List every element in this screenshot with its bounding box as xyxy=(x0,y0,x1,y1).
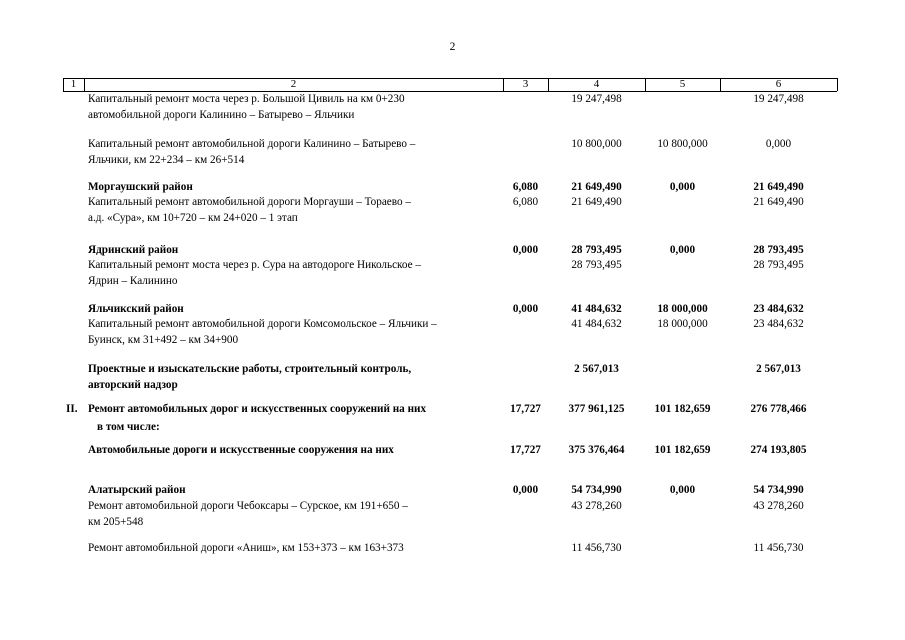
cell-col-5: 0,000 xyxy=(669,484,696,496)
cell-col-4: 2 567,013 xyxy=(574,363,619,375)
column-divider xyxy=(837,78,838,91)
row-description: Ремонт автомобильных дорог и искусственных сооружений на них xyxy=(88,403,427,415)
row-description: Капитальный ремонт моста через р. Большой Цивиль на км 0+230 xyxy=(88,93,405,105)
cell-col-6: 43 278,260 xyxy=(753,500,804,512)
cell-col-5: 18 000,000 xyxy=(657,318,708,330)
cell-col-3: 6,080 xyxy=(512,196,539,208)
cell-col-3: 17,727 xyxy=(510,444,541,456)
cell-col-6: 28 793,495 xyxy=(753,259,804,271)
cell-col-5: 10 800,000 xyxy=(657,138,708,150)
cell-col-5: 101 182,659 xyxy=(654,444,711,456)
cell-col-4: 377 961,125 xyxy=(568,403,625,415)
row-description-continued: авторский надзор xyxy=(88,379,178,391)
row-description-continued: Ядрин – Калинино xyxy=(88,275,178,287)
cell-col-3: 6,080 xyxy=(512,181,539,193)
column-header-1: 1 xyxy=(70,78,77,90)
row-description: Капитальный ремонт моста через р. Сура на автодороге Никольское – xyxy=(88,259,421,271)
cell-col-5: 101 182,659 xyxy=(654,403,711,415)
column-header-2: 2 xyxy=(290,78,297,90)
cell-col-6: 11 456,730 xyxy=(753,542,804,554)
row-description: Алатырский район xyxy=(88,484,186,496)
row-number: II. xyxy=(66,403,78,415)
cell-col-6: 28 793,495 xyxy=(753,244,804,256)
row-description: Проектные и изыскательские работы, строительный контроль, xyxy=(88,363,412,375)
column-header-5: 5 xyxy=(679,78,686,90)
cell-col-6: 274 193,805 xyxy=(750,444,807,456)
cell-col-4: 11 456,730 xyxy=(571,542,622,554)
cell-col-6: 276 778,466 xyxy=(750,403,807,415)
cell-col-3: 0,000 xyxy=(512,303,539,315)
cell-col-4: 41 484,632 xyxy=(571,303,622,315)
cell-col-4: 28 793,495 xyxy=(571,244,622,256)
cell-col-6: 2 567,013 xyxy=(756,363,801,375)
cell-col-3: 0,000 xyxy=(512,244,539,256)
cell-col-6: 21 649,490 xyxy=(753,181,804,193)
row-description: Ремонт автомобильной дороги Чебоксары – Сурское, км 191+650 – xyxy=(88,500,408,512)
column-header-3: 3 xyxy=(522,78,529,90)
row-description: Яльчикский район xyxy=(88,303,184,315)
cell-col-6: 23 484,632 xyxy=(753,303,804,315)
column-header-4: 4 xyxy=(593,78,600,90)
cell-col-4: 54 734,990 xyxy=(571,484,622,496)
column-header-6: 6 xyxy=(775,78,782,90)
cell-col-4: 21 649,490 xyxy=(571,196,622,208)
cell-col-4: 375 376,464 xyxy=(568,444,625,456)
row-description: Моргаушский район xyxy=(88,181,193,193)
cell-col-6: 23 484,632 xyxy=(753,318,804,330)
cell-col-4: 43 278,260 xyxy=(571,500,622,512)
row-description-continued: в том числе: xyxy=(97,421,160,433)
row-description: Капитальный ремонт автомобильной дороги Комсомольское – Яльчики – xyxy=(88,318,437,330)
row-description-continued: Буинск, км 31+492 – км 34+900 xyxy=(88,334,239,346)
cell-col-6: 19 247,498 xyxy=(753,93,804,105)
cell-col-4: 21 649,490 xyxy=(571,181,622,193)
cell-col-4: 10 800,000 xyxy=(571,138,622,150)
row-description-continued: а.д. «Сура», км 10+720 – км 24+020 – 1 этап xyxy=(88,212,298,224)
cell-col-3: 0,000 xyxy=(512,484,539,496)
cell-col-5: 18 000,000 xyxy=(657,303,708,315)
row-description: Ядринский район xyxy=(88,244,179,256)
cell-col-6: 21 649,490 xyxy=(753,196,804,208)
row-description: Капитальный ремонт автомобильной дороги Калинино – Батырево – xyxy=(88,138,416,150)
row-description: Автомобильные дороги и искусственные сооружения на них xyxy=(88,444,394,456)
row-description: Капитальный ремонт автомобильной дороги Моргауши – Тораево – xyxy=(88,196,411,208)
row-description: Ремонт автомобильной дороги «Аниш», км 153+373 – км 163+373 xyxy=(88,542,404,554)
cell-col-6: 0,000 xyxy=(765,138,792,150)
cell-col-5: 0,000 xyxy=(669,181,696,193)
cell-col-4: 19 247,498 xyxy=(571,93,622,105)
cell-col-3: 17,727 xyxy=(510,403,541,415)
page-number: 2 xyxy=(449,41,456,53)
cell-col-4: 28 793,495 xyxy=(571,259,622,271)
row-description-continued: Яльчики, км 22+234 – км 26+514 xyxy=(88,154,245,166)
cell-col-5: 0,000 xyxy=(669,244,696,256)
cell-col-4: 41 484,632 xyxy=(571,318,622,330)
row-description-continued: км 205+548 xyxy=(88,516,144,528)
cell-col-6: 54 734,990 xyxy=(753,484,804,496)
row-description-continued: автомобильной дороги Калинино – Батырево – Яльчики xyxy=(88,109,355,121)
